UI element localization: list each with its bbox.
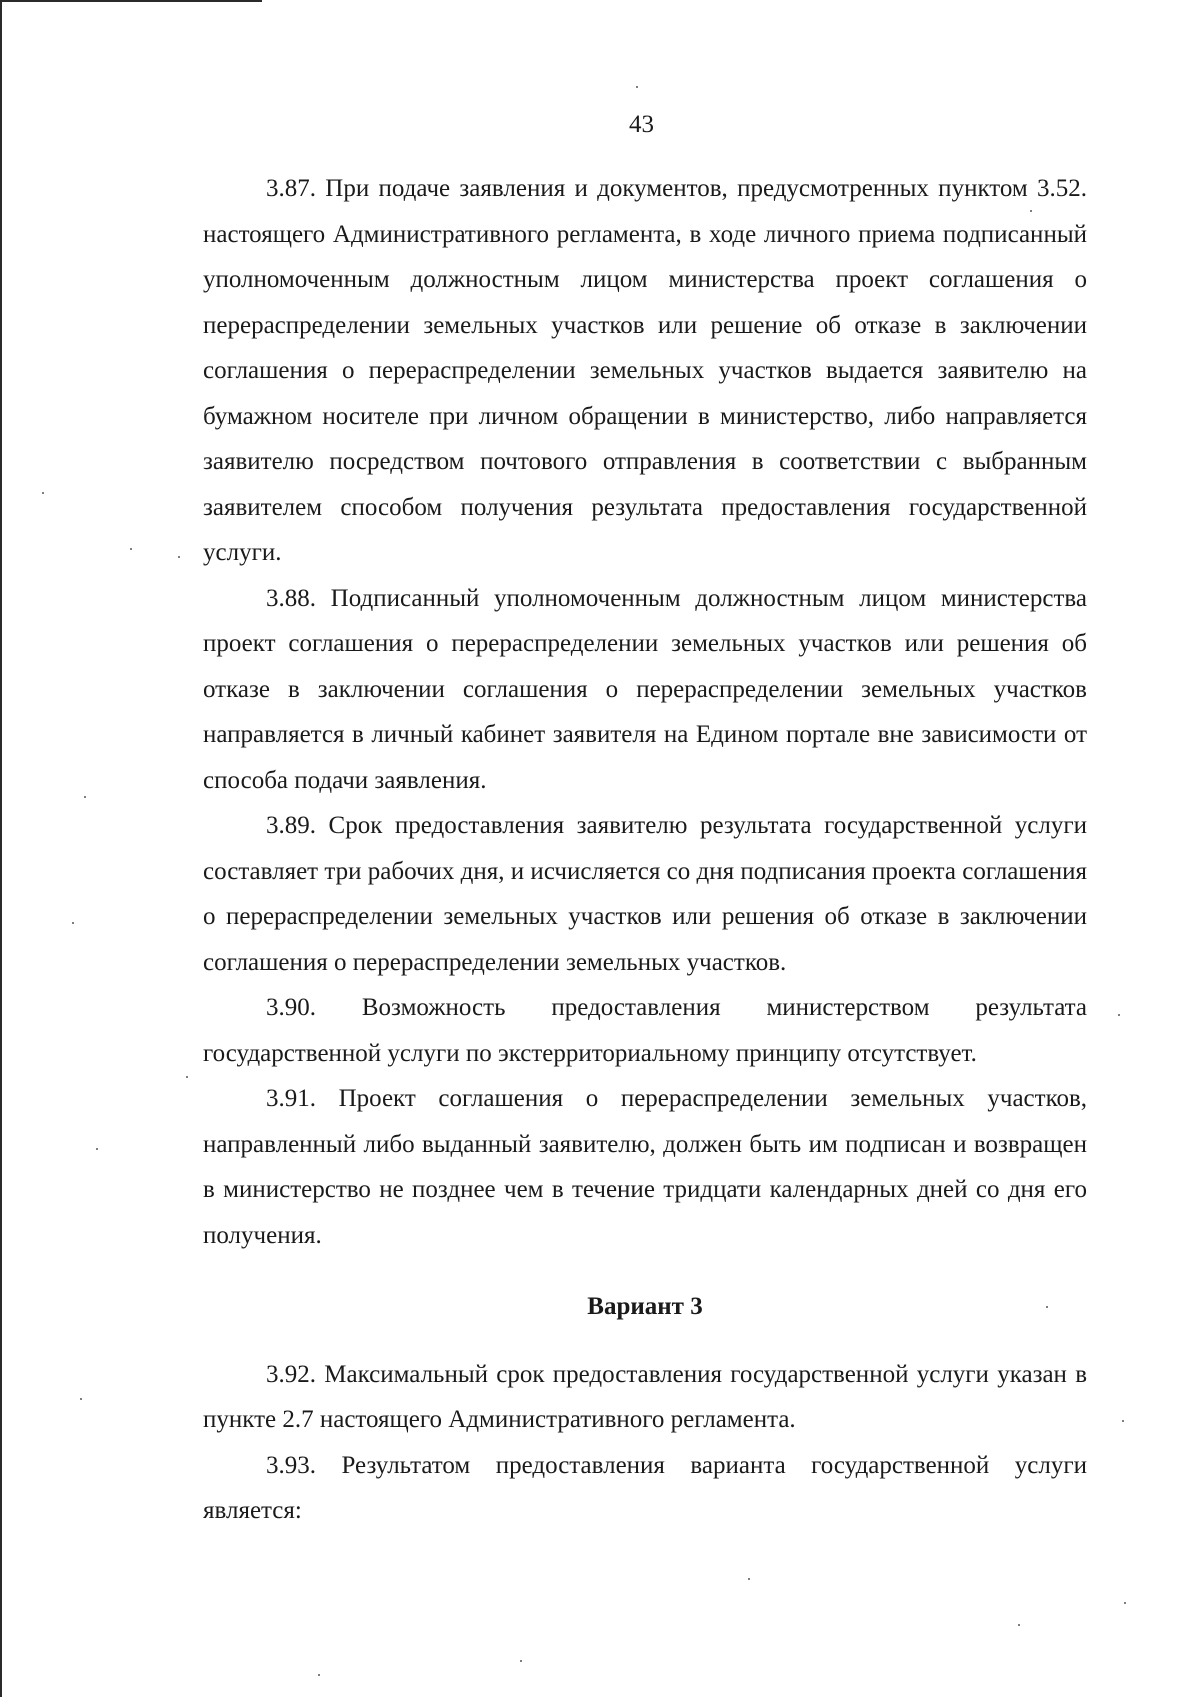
- scan-border-top: [0, 0, 262, 2]
- paragraph-3-91: 3.91. Проект соглашения о перераспределении земельных участков, направленный либо выданный заявителю, должен быть им подписан и возвращен в министерство не позднее чем в течение тридцати календарных дней со дня его получения.: [203, 1085, 1087, 1249]
- scan-border-left: [0, 0, 2, 1697]
- scan-speck: [84, 796, 86, 798]
- paragraph-3-92: 3.92. Максимальный срок предоставления государственной услуги указан в пункте 2.7 настоящего Административного регламента.: [203, 1360, 1087, 1433]
- scan-speck: [1046, 1306, 1048, 1308]
- scan-speck: [318, 1674, 320, 1676]
- page-number: 43: [629, 111, 654, 138]
- section-heading: Вариант 3: [587, 1293, 703, 1320]
- paragraph-3-90: 3.90. Возможность предоставления министерством результата государственной услуги по экстерриториальному принципу отсутствует.: [203, 994, 1087, 1067]
- paragraph-3-89: 3.89. Срок предоставления заявителю результата государственной услуги составляет три рабочих дня, и исчисляется со дня подписания проекта соглашения о перераспределении земельных участков или решения об отказе в заключении соглашения о перераспределении земельных участков.: [203, 812, 1087, 976]
- scan-speck: [72, 922, 74, 924]
- scan-speck: [178, 556, 180, 558]
- paragraph-3-93: 3.93. Результатом предоставления варианта государственной услуги является:: [203, 1451, 1087, 1524]
- scan-speck: [96, 1148, 98, 1150]
- scan-speck: [186, 1076, 188, 1078]
- scan-speck: [1030, 210, 1032, 212]
- scan-speck: [1124, 1602, 1126, 1604]
- scan-speck: [1118, 1014, 1120, 1016]
- scan-speck: [636, 86, 638, 88]
- scan-speck: [1018, 1624, 1020, 1626]
- scan-speck: [130, 548, 132, 550]
- paragraph-3-87: 3.87. При подаче заявления и документов, предусмотренных пунктом 3.52. настоящего Административного регламента, в ходе личного приема подписанный уполномоченным должностным лицом министерства проект соглашения о перераспределении земельных участков или решение об отказе в заключении соглашения о перераспределении земельных участков выдается заявителю на бумажном носителе при личном обращении в министерство, либо направляется заявителю посредством почтового отправления в соответствии с выбранным заявителем способом получения результата предоставления государственной услуги.: [203, 175, 1087, 566]
- scan-speck: [520, 1660, 522, 1662]
- paragraph-3-88: 3.88. Подписанный уполномоченным должностным лицом министерства проект соглашения о перераспределении земельных участков или решения об отказе в заключении соглашения о перераспределении земельных участков направляется в личный кабинет заявителя на Едином портале вне зависимости от способа подачи заявления.: [203, 584, 1087, 794]
- scan-speck: [42, 492, 44, 494]
- scan-speck: [748, 1578, 750, 1580]
- document-body: [203, 166, 1087, 1534]
- scan-speck: [80, 1398, 82, 1400]
- scan-speck: [1122, 1420, 1124, 1422]
